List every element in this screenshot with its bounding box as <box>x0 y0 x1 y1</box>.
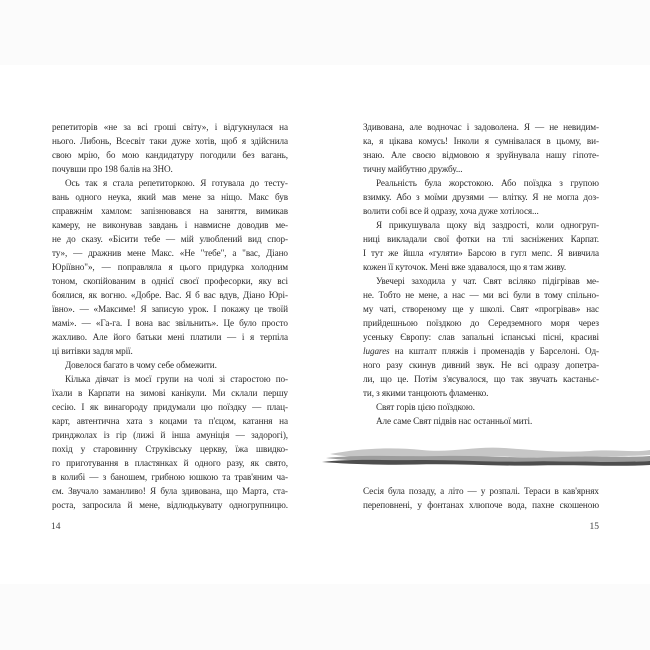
text-line: Реальність була жорстокою. Або поїздка з групою <box>376 178 599 188</box>
wave-divider-illustration <box>322 444 650 468</box>
text-line: Здивована, але водночас і задоволена. Я — не невидим- <box>363 122 599 132</box>
text-line: ли, що це. Потім з'ясувалося, що так звучать кастаньє- <box>363 374 599 384</box>
text-line: го приготування в пластянках й одного разу, як свято, <box>52 458 288 468</box>
text-line: lugares на кшталт пляжів і променадів у Барселоні. Од- <box>363 346 599 356</box>
text-line: тичну майбутню дружбу... <box>363 164 463 174</box>
text-line: ниці викладали свої фотки на тлі засніжених Карпат. <box>363 234 599 244</box>
text-line: почувши про 198 балів на ЗНО. <box>52 164 173 174</box>
text-line: Довелося багато в чому себе обмежити. <box>65 360 217 370</box>
text-line: роста, запросила й мене, відлюдькувату одногрупницю. <box>52 500 288 510</box>
text-line: сесію. І як винагороду придумали цю поїздку — плац- <box>52 402 288 412</box>
text-line: їхали в Карпати на зимові канікули. Ми склали першу <box>52 388 288 398</box>
text-line: Сесія була позаду, а літо — у розпалі. Тераси в кав'ярнях <box>363 486 599 496</box>
text-line: І тут же йшла «гуляти» Барсою в гугл мепс. Я вивчила <box>363 248 599 258</box>
text-line: кожен її куточок. Мені вже здавалося, що я там живу. <box>363 262 567 272</box>
text-line: не. Тобто не мене, а нас — ми всі були в тому спільно- <box>363 290 599 300</box>
text-line: ка, я цікава комусь! Інколи я сумнівалася в цьому, ви- <box>363 136 599 146</box>
page-number-right: 15 <box>589 522 599 532</box>
text-line: знаю. Але своєю відмовою я зруйнувала нашу гіпоте- <box>363 150 599 160</box>
text-line: му чаті, створеному ще у школі. Свят «прогрівав» нас <box>363 304 599 314</box>
text-line: ту», — дражнив мене Макс. «Не "тебе", а "вас, Діано <box>52 248 288 258</box>
text-line: ці витівки задля мрії. <box>52 346 133 356</box>
app-chrome-bottom <box>0 584 650 650</box>
text-line: справжнім хамлом: запізнювався на заняття, вимикав <box>52 206 288 216</box>
text-line: мамі». — «Га-га. І вона вас звільнить». Це було просто <box>52 318 288 328</box>
text-line: ного разу скинув дивний звук. Не всі одразу допетра- <box>363 360 599 370</box>
text-line: в колибі — з баношем, грибною юшкою та трав'яним ча- <box>52 472 288 482</box>
page-left-text <box>52 120 288 512</box>
text-line: Кілька дівчат із моєї групи на чолі зі старостою по- <box>65 374 288 384</box>
text-line: Свят горів цією поїздкою. <box>376 402 475 412</box>
page-right-text-upper <box>363 120 599 428</box>
text-line: ґринджолах із гір (лижі й інша амуніція — задорогі), <box>52 430 288 440</box>
text-line: карт, автентична хата з коцами та п'єцом, катання на <box>52 416 288 426</box>
text-line: похід у старовинну Струківську церкву, їжа швидко- <box>52 444 288 454</box>
text-line: вань одного неука, який мав мене за ніщо. Макс був <box>52 192 288 202</box>
text-line: Ось так я стала репетиторкою. Я готувала до тесту- <box>65 178 288 188</box>
text-line: ївно». — «Максиме! Я записую урок. І покажу це твоїй <box>52 304 288 314</box>
app-chrome-top <box>0 0 650 65</box>
text-line: волити собі все й одразу, хоча дуже хотілося... <box>363 206 539 216</box>
text-line: тоном, скопійованим в однієї своєї професорки, яку всі <box>52 276 288 286</box>
text-line: усеньку Європу: слав запальні іспанські пісні, красиві <box>363 332 599 342</box>
text-line: боялися, як вогню. «Добре. Вас. Я б вас вдув, Діано Юрі- <box>52 290 288 300</box>
text-line: Юріївно"», — поправляла я цього придурка холодним <box>52 262 288 272</box>
text-line: свою мрію, бо мою кандидатуру погодили без вагань, <box>52 150 288 160</box>
text-line: камеру, не виконував завдань і навмисне доводив ме- <box>52 220 288 230</box>
text-line: Я прикушувала щоку від заздрості, коли одногруп- <box>376 220 599 230</box>
text-line: взимку. Або з моїми друзями — влітку. Я не могла доз- <box>363 192 599 202</box>
text-line: прийдешньою поїздкою до Середземного моря через <box>363 318 599 328</box>
text-line: репетиторів «не за всі гроші світу», і відгукнулася на <box>52 122 288 132</box>
text-line: Увечері заходила у чат. Свят всіляко підігрівав ме- <box>376 276 599 286</box>
text-line: переповнені, у фонтанах хлюпоче вода, пахне скошеною <box>363 500 599 510</box>
text-line: жахливо. Але його батьки мені платили — і я терпіла <box>52 332 288 342</box>
text-line: не до сказу. «Бісити тебе — мій улюблений вид спор- <box>52 234 288 244</box>
text-line: Але саме Свят підвів нас останньої миті. <box>376 416 533 426</box>
text-line: єм. Звучало заманливо! Я була здивована, що Марта, ста- <box>52 486 288 496</box>
text-line: ти, з якими танцюють фламенко. <box>363 388 489 398</box>
page-right-text-lower <box>363 484 599 512</box>
text-line: нього. Либонь, Всесвіт таки дуже хотів, щоб я здійснила <box>52 136 288 146</box>
page-number-left: 14 <box>51 522 61 532</box>
